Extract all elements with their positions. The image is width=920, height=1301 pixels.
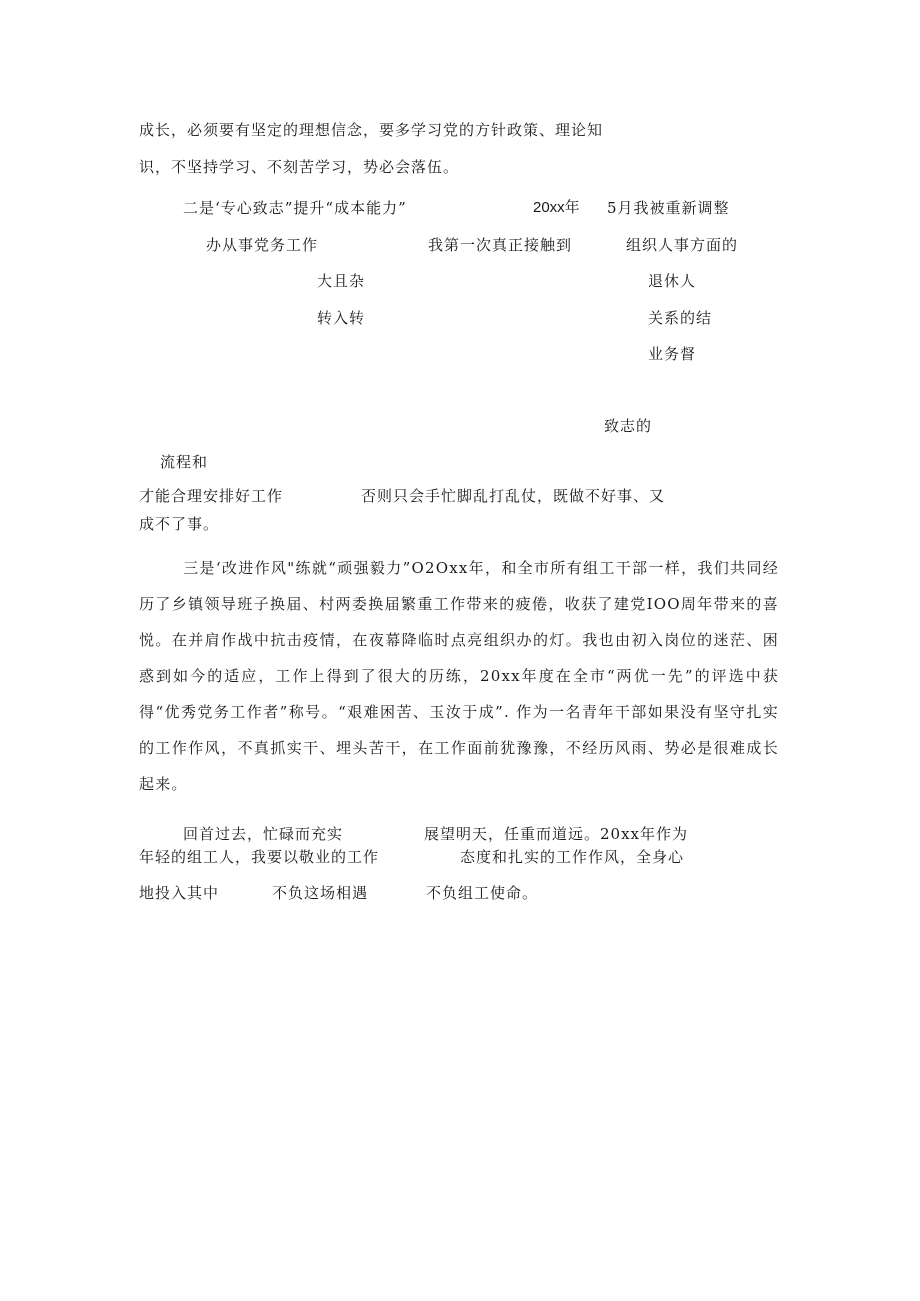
p2-fragment-h: 退休人 [648, 272, 697, 290]
p1-line-1: 成长，必须要有坚定的理想信念，要多学习党的方针政策、理论知 [139, 121, 604, 139]
p3-text: 三是‘改进作风"练就“顽强毅力”O2Oxx年，和全市所有组工干部一样，我们共同经历了乡镇领导班子换届、村两委换届繁重工作带来的疲倦，收获了建党IOO周年带来的喜悦。在并肩作战中抗击疫情，在夜幕降临时点亮组织办的灯。我也由初入岗位的迷茫、困惑到如今的适应，工作上得到了很大的历练，20xx年度在全市“两优一先”的评选中获得“优秀党务工作者”称号。“艰难困苦、玉汝于成”. 作为一名青年干部如果没有坚守扎实的工作作风，不真抓实干、埋头苦干，在工作面前犹豫豫，不经历风雨、势必是很难成长起来。 [139, 559, 779, 793]
p2-fragment-o: 否则只会手忙脚乱打乱仗，既做不好事、又 [361, 487, 666, 505]
p2-fragment-n: 才能合理安排好工作 [139, 487, 284, 505]
p2-fragment-j: 关系的结 [648, 309, 713, 327]
p2-fragment-c: 5月我被重新调整 [607, 199, 730, 217]
p2-fragment-p: 成不了事。 [139, 515, 220, 533]
p2-fragment-e: 我第一次真正接触到 [428, 236, 573, 254]
p2-fragment-d: 办从事党务工作 [206, 236, 319, 254]
p2-fragment-m: 流程和 [160, 453, 209, 471]
p1-line-2: 识，不坚持学习、不刻苦学习，势必会落伍。 [139, 158, 460, 176]
p4-fragment-d: 态度和扎实的工作作风，全身心 [460, 848, 685, 866]
p4-fragment-f: 不负这场相遇 [272, 884, 369, 902]
p4-fragment-b: 展望明天，任重而道远。20xx年作为 [424, 825, 689, 843]
p2-fragment-b: 20xx年 [533, 199, 580, 216]
p4-fragment-g: 不负组工使命。 [426, 884, 539, 902]
p4-fragment-a: 回首过去，忙碌而充实 [183, 825, 344, 843]
p4-fragment-e: 地投入其中 [139, 884, 220, 902]
p4-fragment-c: 年轻的组工人，我要以敬业的工作 [139, 848, 380, 866]
p2-fragment-a: 二是‘专心致志”提升“成本能力” [183, 199, 407, 217]
p2-fragment-f: 组织人事方面的 [626, 236, 739, 254]
p3-paragraph [139, 550, 779, 802]
p2-fragment-l: 致志的 [604, 417, 653, 435]
p2-fragment-g: 大且杂 [317, 272, 366, 290]
p2-fragment-i: 转入转 [317, 309, 366, 327]
p2-fragment-k: 业务督 [648, 345, 697, 363]
